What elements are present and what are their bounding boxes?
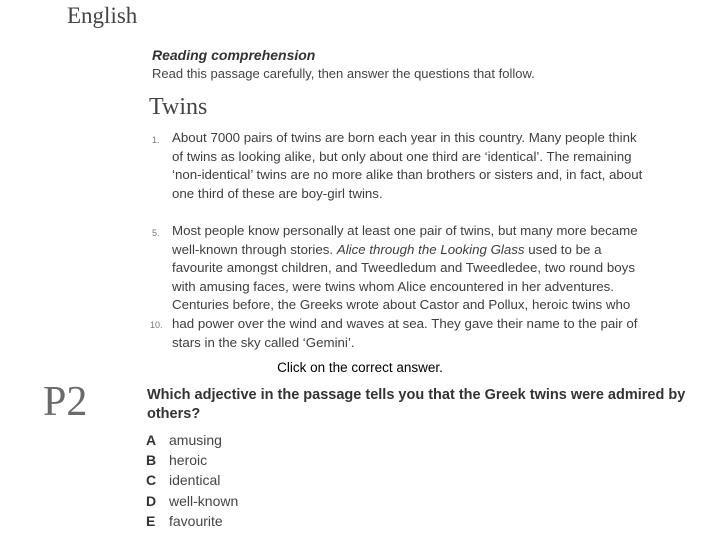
passage-line: of twins as looking alike, but only about one third are ‘identical’. The remaining	[172, 148, 632, 164]
option-text: amusing	[169, 432, 222, 448]
book-title: Alice through the Looking Glass	[336, 241, 525, 257]
answer-option-d[interactable]	[146, 493, 238, 509]
option-text: well-known	[169, 493, 239, 509]
option-letter: E	[146, 513, 156, 529]
passage-line: stars in the sky called ‘Gemini’.	[172, 334, 355, 350]
passage-text: well-known through stories.	[172, 241, 334, 257]
passage-line: Most people know personally at least one pair of twins, but many more became	[172, 223, 638, 238]
option-letter: D	[146, 493, 157, 509]
line-number: 1.	[152, 135, 160, 145]
question-number: P2	[43, 379, 88, 425]
line-number: 5.	[152, 228, 160, 238]
passage-line: Centuries before, the Greeks wrote about Castor and Pollux, heroic twins who	[172, 297, 631, 313]
option-letter: A	[146, 432, 157, 448]
option-text: favourite	[169, 513, 223, 529]
passage-paragraph-1	[172, 129, 672, 203]
passage-text: used to be a	[528, 241, 602, 257]
section-title: Reading comprehension	[152, 47, 316, 63]
passage-line	[172, 241, 672, 260]
line-number: 10.	[150, 320, 163, 330]
option-text: heroic	[169, 452, 208, 468]
answer-option-a[interactable]	[146, 432, 222, 448]
passage-paragraph-2	[172, 222, 672, 352]
passage-title: Twins	[149, 94, 208, 120]
section-instruction: Read this passage carefully, then answer the questions that follow.	[152, 66, 535, 81]
option-text: identical	[169, 472, 221, 488]
answer-option-e[interactable]	[146, 513, 223, 529]
question-text: Which adjective in the passage tells you that the Greek twins were admired by others?	[147, 387, 686, 422]
subject-heading: English	[67, 3, 138, 28]
option-letter: B	[146, 452, 157, 468]
passage-line: with amusing faces, were twins whom Alice encountered in her adventures.	[172, 278, 614, 294]
passage-line: ‘non-identical’ twins are no more alike than brothers or sisters and, in fact, about	[172, 167, 643, 183]
answer-option-b[interactable]	[146, 452, 207, 468]
answer-option-c[interactable]	[146, 472, 220, 488]
option-letter: C	[146, 472, 157, 488]
passage-line: had power over the wind and waves at sea. They gave their name to the pair of	[172, 315, 638, 331]
passage-line: About 7000 pairs of twins are born each year in this country. Many people think	[172, 130, 637, 145]
passage-line: one third of these are boy-girl twins.	[172, 185, 383, 201]
answer-instruction: Click on the correct answer.	[277, 360, 443, 375]
passage-line: favourite amongst children, and Tweedledum and Tweedledee, two round boys	[172, 260, 635, 276]
